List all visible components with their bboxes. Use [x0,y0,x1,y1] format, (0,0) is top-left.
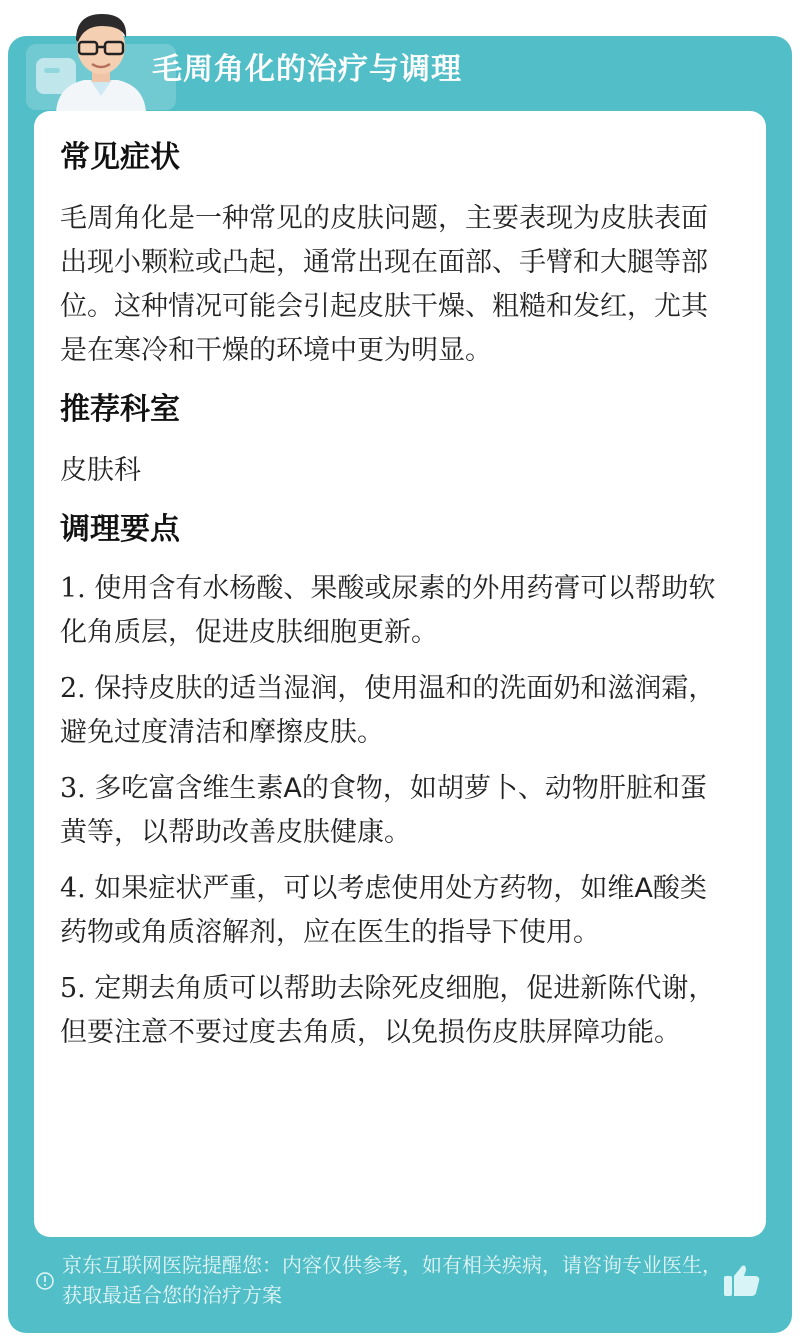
symptoms-heading: 常见症状 [60,140,180,175]
disclaimer-text: 京东互联网医院提醒您：内容仅供参考，如有相关疾病，请咨询专业医生，获取最适合您的治疗方案 [62,1253,722,1307]
list-item: 2. 保持皮肤的适当湿润，使用温和的洗面奶和滋润霜，避免过度清洁和摩擦皮肤。 [60,673,716,748]
list-item: 3. 多吃富含维生素A的食物，如胡萝卜、动物肝脏和蛋黄等，以帮助改善皮肤健康。 [60,773,707,848]
department-heading: 推荐科室 [60,392,180,427]
content-card [34,111,766,1237]
page-title: 毛周角化的治疗与调理 [152,52,462,87]
info-icon [36,1272,54,1290]
list-item: 1. 使用含有水杨酸、果酸或尿素的外用药膏可以帮助软化角质层，促进皮肤细胞更新。 [60,573,716,648]
content-body [60,133,730,1067]
department-text: 皮肤科 [60,455,141,486]
symptoms-text: 毛周角化是一种常见的皮肤问题，主要表现为皮肤表面出现小颗粒或凸起，通常出现在面部、手臂和大腿等部位。这种情况可能会引起皮肤干燥、粗糙和发红，尤其是在寒冷和干燥的环境中更为明显。 [60,203,708,366]
care-tips-list [60,567,730,1055]
list-item: 5. 定期去角质可以帮助去除死皮细胞，促进新陈代谢，但要注意不要过度去角质，以免损伤皮肤屏障功能。 [60,973,716,1048]
care-heading: 调理要点 [60,512,180,547]
thumbs-up-icon[interactable] [722,1262,762,1298]
doctor-avatar-icon [46,6,156,112]
list-item: 4. 如果症状严重，可以考虑使用处方药物，如维A酸类药物或角质溶解剂，应在医生的指导下使用。 [60,873,707,948]
